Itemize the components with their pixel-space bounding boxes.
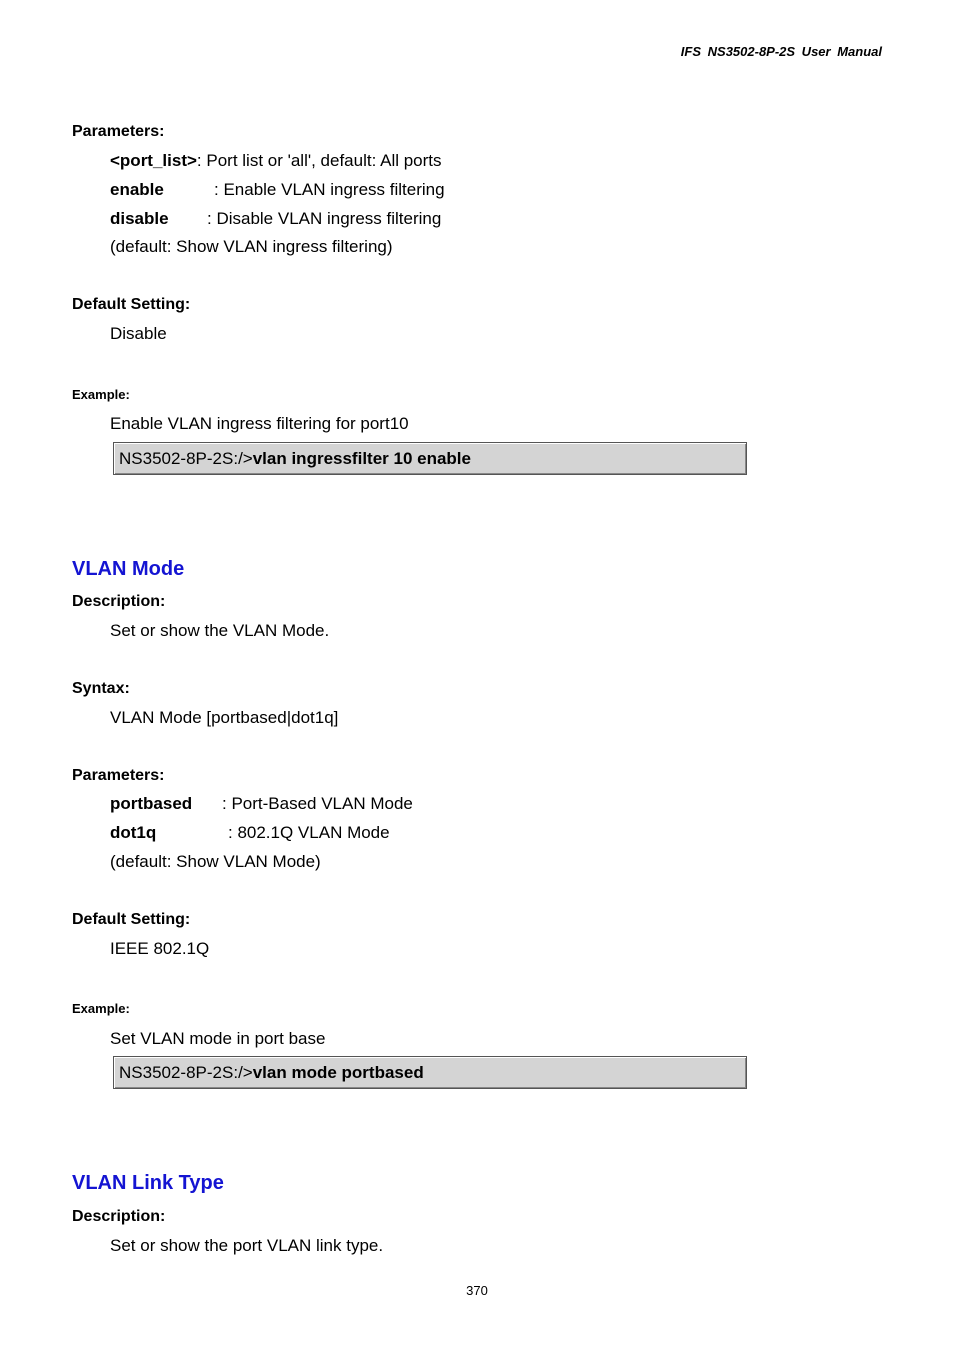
default-setting-value: IEEE 802.1Q [110,939,210,958]
default-setting-value: Disable [110,324,167,343]
param-row-dot1q [110,823,390,843]
default-setting-label: Default Setting: [72,296,191,313]
example-text: Enable VLAN ingress filtering for port10 [110,414,409,433]
description-label: Description: [72,1208,166,1225]
param-desc: : Port-Based VLAN Mode [222,794,413,813]
param-name: enable [110,180,164,199]
param-desc: : Port list or 'all', default: All ports [196,151,442,170]
command-box [113,442,747,475]
command-box [113,1056,747,1089]
syntax-text: VLAN Mode [portbased|dot1q] [110,708,339,727]
example-text: Set VLAN mode in port base [110,1029,326,1048]
param-desc: : 802.1Q VLAN Mode [228,823,390,842]
param-desc: : Enable VLAN ingress filtering [214,180,445,199]
command-text: vlan ingressfilter 10 enable [252,449,471,468]
parameters-label: Parameters: [72,767,165,784]
description-text: Set or show the port VLAN link type. [110,1236,384,1255]
section-heading-vlan-link-type: VLAN Link Type [72,1172,224,1194]
param-row-portbased [110,794,413,814]
command-prompt: NS3502-8P-2S:/> [119,449,253,468]
parameters-label: Parameters: [72,123,165,140]
param-desc: : Disable VLAN ingress filtering [207,209,442,228]
default-setting-label: Default Setting: [72,911,191,928]
params-default: (default: Show VLAN Mode) [110,852,321,871]
page-header: IFS NS3502-8P-2S User Manual [680,44,882,59]
example-label: Example: [72,387,130,402]
section-heading-vlan-mode: VLAN Mode [72,558,185,580]
param-name: <port_list> [110,151,197,170]
param-name: portbased [110,794,193,813]
param-row-disable [110,209,442,229]
description-text: Set or show the VLAN Mode. [110,621,330,640]
example-label: Example: [72,1001,130,1016]
param-name: disable [110,209,169,228]
param-row-enable [110,180,445,200]
param-name: dot1q [110,823,157,842]
param-row-port-list [110,151,442,171]
params-default: (default: Show VLAN ingress filtering) [110,237,393,256]
page-number: 370 [466,1283,488,1298]
syntax-label: Syntax: [72,680,130,697]
command-prompt: NS3502-8P-2S:/> [119,1063,253,1082]
description-label: Description: [72,593,166,610]
command-text: vlan mode portbased [252,1063,424,1082]
